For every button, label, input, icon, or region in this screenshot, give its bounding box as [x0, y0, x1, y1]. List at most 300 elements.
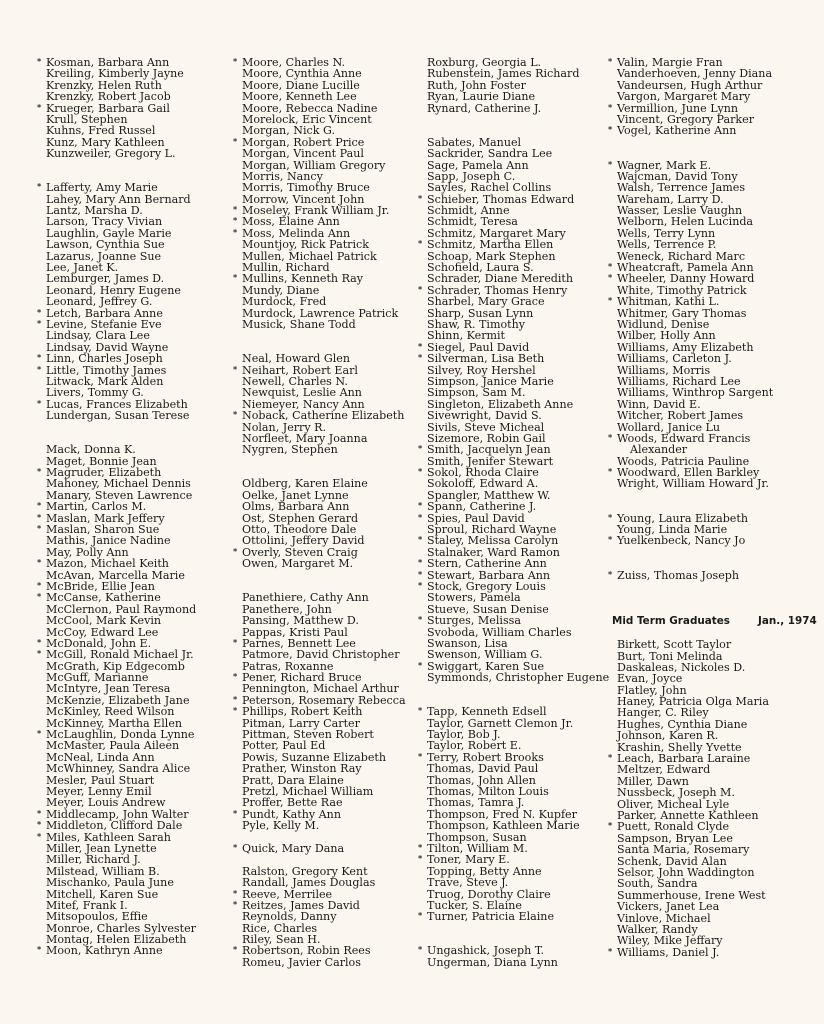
- honor-star-icon: *: [418, 352, 423, 363]
- graduate-name-text: McMaster, Paula Aileen: [46, 739, 180, 753]
- graduate-name-text: Vandeursen, Hugh Arthur: [617, 78, 763, 92]
- honor-star-icon: *: [418, 659, 423, 670]
- graduate-name-text: Nygren, Stephen: [242, 443, 338, 457]
- graduate-name-text: Niemeyer, Nancy Ann: [242, 397, 365, 411]
- graduate-name-text: Sharp, Susan Lynn: [427, 306, 534, 320]
- graduate-name-text: Zuiss, Thomas Joseph: [617, 568, 740, 582]
- graduate-name-text: Symmonds, Christopher Eugene: [427, 671, 610, 685]
- graduate-name-text: Morgan, Robert Price: [242, 135, 365, 149]
- graduate-name-text: McGill, Ronald Michael Jr.: [46, 648, 194, 662]
- graduate-name-text: Williams, Morris: [617, 363, 711, 377]
- honor-star-icon: *: [418, 534, 423, 545]
- graduate-name-text: Sivewright, David S.: [427, 409, 542, 423]
- graduate-name-text: Sharbel, Mary Grace: [427, 295, 545, 309]
- graduate-name-text: Milstead, William B.: [46, 864, 160, 878]
- graduate-name: [233, 444, 406, 455]
- graduate-name-text: Lundergan, Susan Terese: [46, 409, 190, 423]
- graduate-name-text: Morgan, William Gregory: [242, 158, 386, 172]
- graduate-name-text: Moss, Elaine Ann: [242, 215, 340, 229]
- graduate-name-text: McWhinney, Sandra Alice: [46, 762, 191, 776]
- graduate-name-text: Pappas, Kristi Paul: [242, 625, 348, 639]
- graduate-name-text: Mitchell, Karen Sue: [46, 887, 159, 901]
- graduate-name-text: Reynolds, Danny: [242, 910, 337, 924]
- honor-star-icon: *: [418, 557, 423, 568]
- graduate-name-text: Middlecamp, John Walter: [46, 807, 189, 821]
- honor-star-icon: *: [233, 135, 238, 146]
- honor-star-icon: *: [608, 158, 613, 169]
- graduate-name-text: Williams, Richard Lee: [617, 374, 741, 388]
- graduate-name-text: McLaughlin, Donda Lynne: [46, 728, 195, 742]
- graduate-name-text: Neihart, Robert Earl: [242, 363, 358, 377]
- graduate-name-text: Moore, Rebecca Nadine: [242, 101, 378, 115]
- graduate-name-text: Nolan, Jerry R.: [242, 420, 327, 434]
- graduate-name-text: Kunzweiler, Gregory L.: [46, 147, 176, 161]
- graduate-name-text: Mountjoy, Rick Patrick: [242, 238, 369, 252]
- graduate-name-text: Simpson, Sam M.: [427, 386, 526, 400]
- graduate-name-text: Woodward, Ellen Barkley: [617, 466, 760, 480]
- honor-star-icon: *: [418, 579, 423, 590]
- graduate-name-text: Wollard, Janice Lu: [617, 420, 721, 434]
- name-column-1: [37, 57, 196, 957]
- graduate-name-text: Sizemore, Robin Gail: [427, 431, 546, 445]
- graduate-name-text: Whitman, Kathi L.: [617, 295, 720, 309]
- graduate-name-text: Miller, Dawn: [617, 774, 689, 788]
- honor-star-icon: *: [418, 614, 423, 625]
- graduate-name-text: Burt, Toni Melinda: [617, 649, 723, 663]
- graduate-name-text: Miller, Jean Lynette: [46, 841, 157, 855]
- graduate-name: [418, 957, 609, 968]
- graduate-name-text: Kunz, Mary Kathleen: [46, 135, 165, 149]
- section-spacer: [608, 547, 817, 558]
- graduate-name-text: Kuhns, Fred Russel: [46, 124, 156, 138]
- graduate-name-text: Schmitz, Martha Ellen: [427, 238, 554, 252]
- graduate-name-text: Williams, Daniel J.: [617, 945, 720, 959]
- name-column-2: [233, 57, 406, 968]
- graduate-name: [233, 820, 406, 831]
- graduate-name-text: Swiggart, Karen Sue: [427, 659, 545, 673]
- honor-star-icon: *: [37, 579, 42, 590]
- graduate-name-text: Lahey, Mary Ann Bernard: [46, 192, 191, 206]
- graduate-name-text: Moon, Kathryn Anne: [46, 944, 163, 958]
- graduate-name-text: Schieber, Thomas Edward: [427, 192, 575, 206]
- graduate-name-text: Schmidt, Anne: [427, 204, 510, 218]
- honor-star-icon: *: [37, 511, 42, 522]
- graduate-name-text: Mullins, Kenneth Ray: [242, 272, 364, 286]
- graduate-name-text: White, Timothy Patrick: [617, 283, 747, 297]
- section-spacer: [418, 114, 609, 125]
- honor-star-icon: *: [37, 819, 42, 830]
- graduate-name-text: Oelke, Janet Lynne: [242, 488, 349, 502]
- graduate-name-text: Witcher, Robert James: [617, 409, 744, 423]
- section-spacer: [37, 422, 196, 433]
- graduate-name-text: Pennington, Michael Arthur: [242, 682, 399, 696]
- graduate-name-text: Singleton, Elizabeth Anne: [427, 397, 574, 411]
- graduate-name-text: Taylor, Garnett Clemon Jr.: [427, 716, 574, 730]
- graduate-name-text: Wells, Terry Lynn: [617, 226, 716, 240]
- graduate-name-text: Romeu, Javier Carlos: [242, 955, 361, 969]
- graduate-name-text: Patras, Roxanne: [242, 659, 334, 673]
- graduate-name-text: Swanson, Lisa: [427, 636, 508, 650]
- honor-star-icon: *: [233, 693, 238, 704]
- graduate-name-text: Stueve, Susan Denise: [427, 602, 549, 616]
- graduate-name-text: Walsh, Terrence James: [617, 181, 746, 195]
- graduate-name-text: Olms, Barbara Ann: [242, 500, 350, 514]
- graduate-name-text: Sokoloff, Edward A.: [427, 477, 539, 491]
- section-spacer: [608, 592, 817, 603]
- honor-star-icon: *: [37, 181, 42, 192]
- graduate-name-text: Toner, Mary E.: [427, 853, 510, 867]
- graduate-name-text: Meyer, Louis Andrew: [46, 796, 166, 810]
- graduate-name: [233, 319, 406, 330]
- graduate-name-text: Meltzer, Edward: [617, 763, 711, 777]
- graduate-name-text: Shinn, Kermit: [427, 329, 506, 343]
- graduate-name-text: Sayles, Rachel Collins: [427, 181, 552, 195]
- graduate-name-text: Nussbeck, Joseph M.: [617, 786, 735, 800]
- graduate-name-text: McDonald, John E.: [46, 636, 152, 650]
- honor-star-icon: *: [418, 283, 423, 294]
- graduate-name-text: Sage, Pamela Ann: [427, 158, 529, 172]
- graduate-name-text: Woods, Edward Francis: [617, 431, 751, 445]
- graduate-name-text: Mahoney, Michael Dennis: [46, 477, 191, 491]
- honor-star-icon: *: [37, 317, 42, 328]
- honor-star-icon: *: [608, 295, 613, 306]
- graduate-name-text: Linn, Charles Joseph: [46, 352, 163, 366]
- graduate-name-text: Haney, Patricia Olga Maria: [617, 695, 769, 709]
- graduate-name-text: Mathis, Janice Nadine: [46, 534, 171, 548]
- graduate-name: [418, 103, 609, 114]
- graduate-name-text: Prather, Winston Ray: [242, 762, 362, 776]
- graduate-name-text: Vargon, Margaret Mary: [617, 90, 751, 104]
- graduate-name-text: Morgan, Nick G.: [242, 124, 335, 138]
- section-spacer: [233, 456, 406, 467]
- graduate-name-text: Pener, Richard Bruce: [242, 671, 362, 685]
- graduate-name-text: Thomas, David Paul: [427, 762, 539, 776]
- honor-star-icon: *: [37, 466, 42, 477]
- honor-star-icon: *: [233, 272, 238, 283]
- graduate-name-text: Young, Linda Marie: [617, 523, 728, 537]
- honor-star-icon: *: [608, 124, 613, 135]
- honor-star-icon: *: [418, 340, 423, 351]
- graduate-name-text: Puett, Ronald Clyde: [617, 820, 730, 834]
- honor-star-icon: *: [233, 215, 238, 226]
- graduate-name-text: Thomas, Tamra J.: [427, 796, 525, 810]
- graduate-name-text: Turner, Patricia Elaine: [427, 910, 555, 924]
- graduate-name-text: Patmore, David Christopher: [242, 648, 400, 662]
- graduate-name-text: Weneck, Richard Marc: [617, 249, 746, 263]
- honor-star-icon: *: [418, 944, 423, 955]
- graduate-name-text: McKinley, Reed Wilson: [46, 705, 175, 719]
- graduate-name-text: Stern, Catherine Ann: [427, 557, 547, 571]
- honor-star-icon: *: [37, 636, 42, 647]
- graduate-name-text: Swenson, William G.: [427, 648, 543, 662]
- graduate-name-text: Smith, Jenifer Stewart: [427, 454, 554, 468]
- graduate-name-text: Sampson, Bryan Lee: [617, 831, 733, 845]
- graduate-name-text: Lemburger, James D.: [46, 272, 165, 286]
- graduate-name-text: Morris, Nancy: [242, 169, 323, 183]
- honor-star-icon: *: [37, 56, 42, 66]
- graduate-name: [608, 125, 817, 136]
- honor-star-icon: *: [233, 204, 238, 215]
- graduate-name-text: Sapp, Joseph C.: [427, 169, 516, 183]
- graduate-name-text: Widlund, Denise: [617, 317, 710, 331]
- section-spacer: [418, 683, 609, 694]
- graduate-name-text: Schenk, David Alan: [617, 854, 727, 868]
- graduate-name: [233, 558, 406, 569]
- graduate-name: [37, 945, 196, 956]
- graduate-name-text: Miles, Kathleen Sarah: [46, 830, 171, 844]
- graduate-name-text: Stowers, Pamela: [427, 591, 521, 605]
- graduate-name-text: Selsor, John Waddington: [617, 865, 755, 879]
- graduate-name-text: Ruth, John Foster: [427, 78, 526, 92]
- graduate-name-text: Walker, Randy: [617, 922, 698, 936]
- graduate-name-text: Silvey, Roy Hershel: [427, 363, 536, 377]
- graduate-name: [37, 148, 196, 159]
- graduate-name-text: Newell, Charles N.: [242, 374, 348, 388]
- graduate-name-text: Proffer, Bette Rae: [242, 796, 343, 810]
- graduate-name-text: Stewart, Barbara Ann: [427, 568, 551, 582]
- graduate-name-text: Stock, Gregory Louis: [427, 579, 546, 593]
- section-spacer: [608, 581, 817, 592]
- graduate-name-text: Schoap, Mark Stephen: [427, 249, 556, 263]
- graduate-name-text: Krenzky, Robert Jacob: [46, 90, 171, 104]
- graduate-name-text: Pyle, Kelly M.: [242, 819, 320, 833]
- honor-star-icon: *: [418, 705, 423, 716]
- graduate-name-text: Maslan, Mark Jeffery: [46, 511, 165, 525]
- graduate-name-text: Thomas, Milton Louis: [427, 785, 549, 798]
- graduate-name-text: Taylor, Bob J.: [427, 728, 501, 742]
- graduate-name-text: Johnson, Karen R.: [617, 729, 719, 743]
- graduate-name-text: Vickers, Janet Lea: [617, 900, 720, 914]
- honor-star-icon: *: [233, 363, 238, 374]
- graduate-name-text: Lawson, Cynthia Sue: [46, 238, 165, 252]
- graduate-name-text: Topping, Betty Anne: [427, 864, 542, 878]
- graduate-name-text: Vogel, Katherine Ann: [617, 124, 737, 138]
- graduate-name-text: Phillips, Robert Keith: [242, 705, 363, 719]
- graduate-name-text: Wiley, Mike Jeffary: [617, 934, 723, 948]
- honor-star-icon: *: [233, 841, 238, 852]
- graduate-name-text: Middleton, Clifford Dale: [46, 819, 183, 833]
- graduate-name-text: Kosman, Barbara Ann: [46, 56, 170, 69]
- honor-star-icon: *: [37, 728, 42, 739]
- graduate-name-text: Schofield, Laura S.: [427, 261, 534, 275]
- graduate-name-text: Rubenstein, James Richard: [427, 67, 580, 81]
- honor-star-icon: *: [37, 523, 42, 534]
- graduate-name-text: Musick, Shane Todd: [242, 317, 356, 331]
- honor-star-icon: *: [608, 568, 613, 579]
- graduate-name-text: Norfleet, Mary Joanna: [242, 431, 368, 445]
- honor-star-icon: *: [608, 56, 613, 66]
- graduate-name-text: Lucas, Frances Elizabeth: [46, 397, 188, 411]
- graduate-name-text: Sokol, Rhoda Claire: [427, 466, 539, 480]
- graduate-name-text: Levine, Stefanie Eve: [46, 317, 162, 331]
- graduate-name-text: Welborn, Helen Lucinda: [617, 215, 754, 229]
- section-spacer: [37, 160, 196, 171]
- graduate-name-text: Whitmer, Gary Thomas: [617, 306, 747, 320]
- honor-star-icon: *: [37, 557, 42, 568]
- graduate-name-text: Moss, Melinda Ann: [242, 226, 351, 240]
- honor-star-icon: *: [233, 887, 238, 898]
- honor-star-icon: *: [233, 226, 238, 237]
- honor-star-icon: *: [418, 500, 423, 511]
- graduate-name: [418, 911, 609, 922]
- honor-star-icon: *: [233, 807, 238, 818]
- graduate-name-text: Lafferty, Amy Marie: [46, 181, 158, 195]
- graduate-name-text: Pittman, Steven Robert: [242, 728, 374, 742]
- honor-star-icon: *: [418, 443, 423, 454]
- graduate-name: [418, 672, 609, 683]
- graduate-name-text: Pundt, Kathy Ann: [242, 807, 341, 821]
- honor-star-icon: *: [37, 500, 42, 511]
- graduate-name-text: Flatley, John: [617, 683, 687, 697]
- honor-star-icon: *: [608, 272, 613, 283]
- graduate-name-text: Krull, Stephen: [46, 112, 128, 126]
- graduate-name-text: Ungashick, Joseph T.: [427, 944, 545, 958]
- graduate-name-text: Neal, Howard Glen: [242, 352, 351, 366]
- honor-star-icon: *: [37, 101, 42, 112]
- graduate-name-text: Sproul, Richard Wayne: [427, 523, 557, 537]
- honor-star-icon: *: [608, 261, 613, 272]
- graduate-name-text: McCool, Mark Kevin: [46, 614, 162, 628]
- graduate-name-text: Staley, Melissa Carolyn: [427, 534, 559, 548]
- graduate-name-text: Kreiling, Kimberly Jayne: [46, 67, 184, 81]
- graduate-name-text: Morrow, Vincent John: [242, 192, 365, 206]
- honor-star-icon: *: [608, 101, 613, 112]
- name-column-3: [418, 57, 609, 968]
- section-spacer: [233, 570, 406, 581]
- graduate-name-text: McGuff, Marianne: [46, 671, 149, 685]
- graduate-name-text: Daskaleas, Nickoles D.: [617, 660, 746, 674]
- graduate-name-text: May, Polly Ann: [46, 545, 129, 559]
- graduate-name-text: Spies, Paul David: [427, 511, 525, 525]
- graduate-name-text: Vermillion, June Lynn: [617, 101, 739, 115]
- graduate-name-text: Newquist, Leslie Ann: [242, 386, 362, 400]
- graduate-name-text: Lee, Janet K.: [46, 261, 119, 275]
- graduate-name-text: Hughes, Cynthia Diane: [617, 717, 748, 731]
- graduate-name: [233, 957, 406, 968]
- honor-star-icon: *: [418, 511, 423, 522]
- section-spacer: [233, 330, 406, 341]
- graduate-name-text: Wilber, Holly Ann: [617, 329, 716, 343]
- graduate-name-text: Letch, Barbara Anne: [46, 306, 163, 320]
- graduate-name-text: Thompson, Kathleen Marie: [427, 819, 580, 833]
- honor-star-icon: *: [233, 898, 238, 909]
- name-column-4: [608, 57, 817, 958]
- graduate-name-text: Krashin, Shelly Yvette: [617, 740, 742, 754]
- graduate-name-text: Williams, Winthrop Sargent: [617, 386, 774, 400]
- graduate-name-text: Murdock, Lawrence Patrick: [242, 306, 399, 320]
- graduate-name-text: Schmidt, Teresa: [427, 215, 518, 229]
- graduate-name-text: Manary, Steven Lawrence: [46, 488, 193, 502]
- honor-star-icon: *: [608, 466, 613, 477]
- honor-star-icon: *: [233, 56, 238, 66]
- graduate-name-text: Wasser, Leslie Vaughn: [617, 204, 743, 218]
- graduate-name-text: Terry, Robert Brooks: [427, 750, 544, 764]
- graduate-name-text: Leonard, Henry Eugene: [46, 283, 181, 297]
- graduate-name-text: Murdock, Fred: [242, 295, 327, 309]
- mid-term-graduates-heading: [608, 615, 817, 629]
- graduate-name-text: Mischanko, Paula June: [46, 876, 174, 890]
- graduate-name-text: Thompson, Susan: [427, 830, 527, 844]
- heading-title: Mid Term Graduates: [612, 615, 730, 628]
- graduate-name-text: Krenzky, Helen Ruth: [46, 78, 162, 92]
- honor-star-icon: *: [233, 705, 238, 716]
- graduate-name-text: Simpson, Janice Marie: [427, 374, 554, 388]
- honor-star-icon: *: [37, 397, 42, 408]
- graduate-name-text: Mack, Donna K.: [46, 443, 136, 457]
- graduate-name-text: Miller, Richard J.: [46, 853, 141, 867]
- heading-date: Jan., 1974: [758, 615, 817, 628]
- graduate-name-text: Monroe, Charles Sylvester: [46, 921, 196, 935]
- graduate-name-text: Pansing, Matthew D.: [242, 614, 359, 628]
- honor-star-icon: *: [233, 545, 238, 556]
- graduate-name-text: Quick, Mary Dana: [242, 841, 345, 855]
- graduate-name-text: McAvan, Marcella Marie: [46, 568, 185, 582]
- graduate-name-text: McBride, Ellie Jean: [46, 579, 155, 593]
- graduate-name-text: McIntyre, Jean Teresa: [46, 682, 171, 696]
- graduate-name-text: McNeal, Linda Ann: [46, 750, 155, 764]
- graduate-name-text: Silverman, Lisa Beth: [427, 352, 545, 366]
- honor-star-icon: *: [418, 192, 423, 203]
- graduate-name-text: Mitsopoulos, Effie: [46, 910, 148, 924]
- graduate-name-text: Truog, Dorothy Claire: [427, 887, 551, 901]
- graduate-name-text: Wright, William Howard Jr.: [617, 477, 770, 491]
- graduate-name-text: Owen, Margaret M.: [242, 557, 354, 571]
- graduate-name-text: McClernon, Paul Raymond: [46, 602, 197, 616]
- graduate-name-text: Thompson, Fred N. Kupfer: [427, 807, 577, 821]
- graduate-name-text: Martin, Carlos M.: [46, 500, 147, 514]
- graduate-name-text: Svoboda, William Charles: [427, 625, 572, 639]
- graduate-name: [608, 570, 817, 581]
- graduate-name-text: Woods, Patricia Pauline: [617, 454, 750, 468]
- graduate-name-text: McKenzie, Elizabeth Jane: [46, 693, 190, 707]
- graduate-name: [37, 410, 196, 421]
- graduate-name-text: McCoy, Edward Lee: [46, 625, 159, 639]
- graduate-name-text: Hanger, C. Riley: [617, 706, 709, 720]
- graduate-name-text: Oliver, Micheal Lyle: [617, 797, 730, 811]
- honor-star-icon: *: [418, 750, 423, 761]
- graduate-name-text: Krueger, Barbara Gail: [46, 101, 170, 115]
- section-spacer: [608, 490, 817, 501]
- graduate-name-text: Livers, Tommy G.: [46, 386, 144, 400]
- graduate-name-text: Otto, Theodore Dale: [242, 523, 357, 537]
- graduate-name-text: Robertson, Robin Rees: [242, 944, 371, 958]
- graduate-name-text: Pretzl, Michael William: [242, 785, 374, 798]
- graduate-name-text: Laughlin, Gayle Marie: [46, 226, 172, 240]
- graduate-name-text: Vinlove, Michael: [617, 911, 711, 925]
- graduate-name-text: Young, Laura Elizabeth: [617, 511, 748, 525]
- graduate-name-text: Pitman, Larry Carter: [242, 716, 360, 730]
- graduate-name-text: Overly, Steven Craig: [242, 545, 358, 559]
- graduate-name-text: Mazon, Michael Keith: [46, 557, 169, 571]
- graduate-name-text: Potter, Paul Ed: [242, 739, 326, 753]
- graduate-name-text: Wheatcraft, Pamela Ann: [617, 261, 754, 275]
- graduate-name-text: Williams, Amy Elizabeth: [617, 340, 754, 354]
- honor-star-icon: *: [608, 945, 613, 956]
- graduate-name: [608, 947, 817, 958]
- honor-star-icon: *: [418, 466, 423, 477]
- graduate-name-text: Thomas, John Allen: [427, 773, 536, 787]
- graduate-name-text: Wajcman, David Tony: [617, 169, 738, 183]
- graduate-name-text: Leonard, Jeffrey G.: [46, 295, 153, 309]
- graduate-name-text: Evan, Joyce: [617, 672, 683, 686]
- honor-star-icon: *: [418, 910, 423, 921]
- graduate-name-text: Ungerman, Diana Lynn: [427, 955, 558, 969]
- graduate-name-text: Montag, Helen Elizabeth: [46, 933, 187, 947]
- graduate-name-text: Summerhouse, Irene West: [617, 888, 766, 902]
- honor-star-icon: *: [608, 752, 613, 763]
- graduate-name-text: Wagner, Mark E.: [617, 158, 712, 172]
- honor-star-icon: *: [233, 636, 238, 647]
